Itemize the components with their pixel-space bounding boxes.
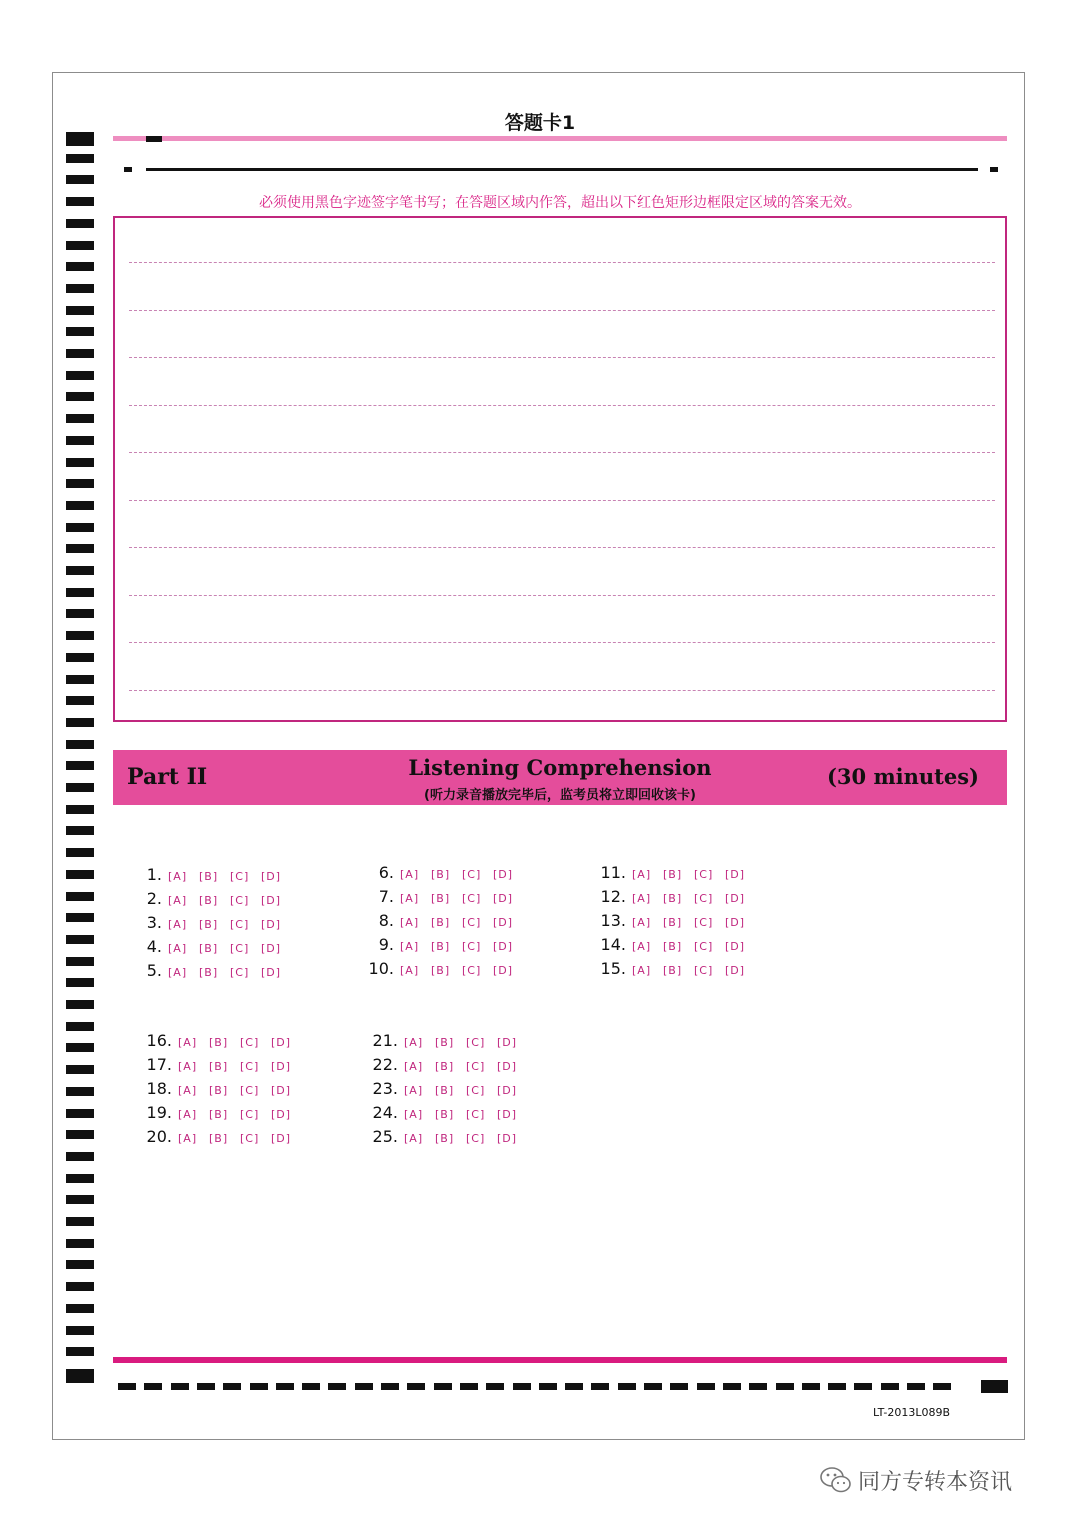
answer-bubble[interactable]: [B] bbox=[199, 942, 219, 955]
answer-options bbox=[404, 1127, 528, 1146]
answer-bubble[interactable]: [D] bbox=[261, 918, 282, 931]
question-number: 5. bbox=[146, 961, 162, 980]
answer-bubble[interactable]: [C] bbox=[466, 1036, 486, 1049]
answer-bubble[interactable]: [A] bbox=[178, 1084, 198, 1097]
answer-bubble[interactable]: [B] bbox=[663, 916, 683, 929]
answer-bubble[interactable]: [B] bbox=[431, 892, 451, 905]
answer-bubble[interactable]: [D] bbox=[261, 942, 282, 955]
timing-mark bbox=[66, 1217, 94, 1226]
answer-bubble[interactable]: [C] bbox=[694, 940, 714, 953]
timing-mark bbox=[66, 414, 94, 423]
footer-timing-dashes bbox=[118, 1383, 954, 1391]
question-row bbox=[136, 1030, 302, 1052]
answer-bubble[interactable]: [A] bbox=[168, 966, 188, 979]
timing-mark bbox=[66, 1065, 94, 1074]
timing-mark bbox=[66, 761, 94, 770]
timing-marks bbox=[66, 132, 96, 1397]
writing-line bbox=[129, 262, 995, 263]
footer-dash bbox=[250, 1383, 268, 1390]
answer-bubble[interactable]: [A] bbox=[632, 916, 652, 929]
answer-options bbox=[632, 935, 756, 954]
answer-bubble[interactable]: [A] bbox=[404, 1132, 424, 1145]
answer-bubble[interactable]: [B] bbox=[431, 916, 451, 929]
footer-dash bbox=[118, 1383, 136, 1390]
timing-mark bbox=[66, 1043, 94, 1052]
answer-options bbox=[400, 911, 524, 930]
answer-bubble[interactable]: [D] bbox=[271, 1060, 292, 1073]
answer-bubble[interactable]: [A] bbox=[404, 1108, 424, 1121]
answer-bubble[interactable]: [B] bbox=[663, 964, 683, 977]
footer-dash bbox=[381, 1383, 399, 1390]
footer-dash bbox=[486, 1383, 504, 1390]
footer-dash bbox=[302, 1383, 320, 1390]
answer-bubble[interactable]: [A] bbox=[404, 1084, 424, 1097]
answer-bubble[interactable]: [B] bbox=[435, 1132, 455, 1145]
answer-options bbox=[404, 1079, 528, 1098]
timing-mark bbox=[66, 1152, 94, 1161]
answer-bubble[interactable]: [C] bbox=[694, 916, 714, 929]
question-number: 10. bbox=[368, 959, 394, 978]
footer-dash bbox=[197, 1383, 215, 1390]
timing-mark bbox=[66, 740, 94, 749]
answer-bubble[interactable]: [A] bbox=[168, 894, 188, 907]
writing-line bbox=[129, 310, 995, 311]
answer-bubble[interactable]: [D] bbox=[497, 1036, 518, 1049]
footer-dash bbox=[144, 1383, 162, 1390]
timing-mark bbox=[66, 935, 94, 944]
writing-line bbox=[129, 405, 995, 406]
answer-bubble[interactable]: [D] bbox=[725, 940, 746, 953]
timing-mark bbox=[66, 783, 94, 792]
timing-mark bbox=[66, 1174, 94, 1183]
answer-bubble[interactable]: [D] bbox=[271, 1036, 292, 1049]
answer-bubble[interactable]: [A] bbox=[400, 892, 420, 905]
writing-line bbox=[129, 357, 995, 358]
writing-answer-area[interactable] bbox=[113, 216, 1007, 722]
timing-mark bbox=[66, 306, 94, 315]
timing-mark bbox=[66, 1109, 94, 1118]
footer-dash bbox=[749, 1383, 767, 1390]
answer-bubble[interactable]: [C] bbox=[240, 1108, 260, 1121]
footer-dash bbox=[591, 1383, 609, 1390]
writing-line bbox=[129, 500, 995, 501]
timing-mark bbox=[66, 631, 94, 640]
question-number: 25. bbox=[372, 1127, 398, 1146]
question-number: 14. bbox=[600, 935, 626, 954]
answer-bubble[interactable]: [A] bbox=[168, 942, 188, 955]
question-row bbox=[362, 958, 524, 980]
answer-bubble[interactable]: [C] bbox=[462, 940, 482, 953]
timing-mark bbox=[66, 870, 94, 879]
timing-mark bbox=[66, 1022, 94, 1031]
answer-bubble[interactable]: [B] bbox=[663, 892, 683, 905]
footer-dash bbox=[881, 1383, 899, 1390]
timing-mark bbox=[66, 1347, 94, 1356]
question-number: 16. bbox=[146, 1031, 172, 1050]
part-time-limit: (30 minutes) bbox=[826, 764, 979, 789]
answer-bubble[interactable]: [A] bbox=[400, 964, 420, 977]
watermark-text: 同方专转本资讯 bbox=[858, 1470, 1013, 1495]
answer-bubble[interactable]: [A] bbox=[178, 1036, 198, 1049]
timing-mark bbox=[66, 1130, 94, 1139]
answer-bubble[interactable]: [C] bbox=[466, 1060, 486, 1073]
question-number: 22. bbox=[372, 1055, 398, 1074]
question-number: 3. bbox=[146, 913, 162, 932]
timing-mark bbox=[66, 1239, 94, 1248]
footer-dash bbox=[618, 1383, 636, 1390]
timing-mark bbox=[66, 696, 94, 705]
timing-mark bbox=[66, 1304, 94, 1313]
answer-options bbox=[178, 1031, 302, 1050]
answer-bubble[interactable]: [A] bbox=[632, 892, 652, 905]
answer-bubble[interactable]: [A] bbox=[632, 940, 652, 953]
footer-registration-block bbox=[981, 1380, 1008, 1393]
timing-mark bbox=[66, 175, 94, 184]
answer-bubble[interactable]: [D] bbox=[725, 916, 746, 929]
question-number: 15. bbox=[600, 959, 626, 978]
answer-bubble[interactable]: [D] bbox=[497, 1060, 518, 1073]
answer-bubble[interactable]: [C] bbox=[462, 868, 482, 881]
timing-mark bbox=[66, 848, 94, 857]
answer-bubble[interactable]: [A] bbox=[404, 1060, 424, 1073]
answer-bubble[interactable]: [A] bbox=[168, 870, 188, 883]
header-black-rule bbox=[146, 168, 978, 171]
timing-mark bbox=[66, 1369, 94, 1383]
answer-options bbox=[404, 1055, 528, 1074]
answer-bubble[interactable]: [B] bbox=[199, 966, 219, 979]
question-row bbox=[362, 1030, 528, 1052]
part-title: Listening Comprehension bbox=[408, 755, 712, 780]
footer-dash bbox=[697, 1383, 715, 1390]
writing-line bbox=[129, 547, 995, 548]
timing-mark bbox=[66, 458, 94, 467]
answer-bubble[interactable]: [B] bbox=[431, 940, 451, 953]
timing-mark bbox=[66, 892, 94, 901]
answer-bubble[interactable]: [D] bbox=[497, 1084, 518, 1097]
answer-bubble[interactable]: [C] bbox=[240, 1084, 260, 1097]
answer-bubble[interactable]: [C] bbox=[240, 1036, 260, 1049]
question-number: 4. bbox=[146, 937, 162, 956]
wechat-icon bbox=[820, 1465, 852, 1495]
question-row bbox=[362, 862, 524, 884]
answer-options bbox=[400, 863, 524, 882]
footer-dash bbox=[539, 1383, 557, 1390]
answer-bubble[interactable]: [B] bbox=[435, 1084, 455, 1097]
footer-dash bbox=[407, 1383, 425, 1390]
timing-mark bbox=[66, 523, 94, 532]
answer-bubble[interactable]: [C] bbox=[694, 868, 714, 881]
question-row bbox=[136, 936, 292, 958]
footer-dash bbox=[276, 1383, 294, 1390]
question-row bbox=[594, 862, 756, 884]
answer-options bbox=[404, 1031, 528, 1050]
footer-dash bbox=[907, 1383, 925, 1390]
timing-mark bbox=[66, 805, 94, 814]
answer-bubble[interactable]: [A] bbox=[178, 1108, 198, 1121]
answer-bubble[interactable]: [D] bbox=[725, 868, 746, 881]
question-row bbox=[594, 910, 756, 932]
card-title: 答题卡1 bbox=[504, 112, 576, 134]
part-label: Part II bbox=[127, 764, 208, 790]
timing-mark bbox=[66, 957, 94, 966]
answer-options bbox=[168, 937, 292, 956]
answer-options bbox=[632, 887, 756, 906]
question-number: 12. bbox=[600, 887, 626, 906]
timing-mark bbox=[66, 501, 94, 510]
footer-dash bbox=[223, 1383, 241, 1390]
footer-dash bbox=[828, 1383, 846, 1390]
question-row bbox=[362, 1102, 528, 1124]
answer-bubble[interactable]: [D] bbox=[493, 916, 514, 929]
answer-options bbox=[178, 1079, 302, 1098]
answer-options bbox=[178, 1127, 302, 1146]
timing-mark bbox=[66, 1000, 94, 1009]
answer-options bbox=[168, 913, 292, 932]
answer-bubble[interactable]: [D] bbox=[261, 894, 282, 907]
question-row bbox=[136, 888, 292, 910]
timing-mark bbox=[66, 132, 94, 146]
answer-bubble[interactable]: [B] bbox=[199, 894, 219, 907]
footer-dash bbox=[171, 1383, 189, 1390]
answer-bubble[interactable]: [B] bbox=[209, 1060, 229, 1073]
answer-bubble[interactable]: [B] bbox=[435, 1060, 455, 1073]
timing-mark bbox=[66, 675, 94, 684]
timing-mark bbox=[66, 327, 94, 336]
answer-options bbox=[632, 863, 756, 882]
question-row bbox=[362, 1078, 528, 1100]
answer-bubble[interactable]: [A] bbox=[632, 868, 652, 881]
answer-bubble[interactable]: [B] bbox=[199, 870, 219, 883]
answer-bubble[interactable]: [B] bbox=[209, 1108, 229, 1121]
footer-dash bbox=[723, 1383, 741, 1390]
timing-mark bbox=[66, 1195, 94, 1204]
answer-bubble[interactable]: [C] bbox=[230, 918, 250, 931]
footer-dash bbox=[802, 1383, 820, 1390]
answer-bubble[interactable]: [A] bbox=[178, 1132, 198, 1145]
timing-mark bbox=[66, 479, 94, 488]
answer-bubble[interactable]: [D] bbox=[493, 940, 514, 953]
timing-mark bbox=[66, 718, 94, 727]
answer-bubble[interactable]: [B] bbox=[209, 1084, 229, 1097]
footer-dash bbox=[644, 1383, 662, 1390]
question-number: 20. bbox=[146, 1127, 172, 1146]
answer-bubble[interactable]: [C] bbox=[462, 892, 482, 905]
timing-mark bbox=[66, 566, 94, 575]
answer-bubble[interactable]: [D] bbox=[725, 892, 746, 905]
part-subtitle: (听力录音播放完毕后，监考员将立即回收该卡) bbox=[424, 788, 696, 803]
answer-bubble[interactable]: [D] bbox=[271, 1132, 292, 1145]
answer-bubble[interactable]: [C] bbox=[230, 966, 250, 979]
answer-bubble[interactable]: [B] bbox=[663, 940, 683, 953]
answer-bubble[interactable]: [C] bbox=[466, 1108, 486, 1121]
timing-mark bbox=[66, 544, 94, 553]
question-number: 23. bbox=[372, 1079, 398, 1098]
answer-bubble[interactable]: [A] bbox=[400, 868, 420, 881]
writing-line bbox=[129, 452, 995, 453]
question-row bbox=[594, 886, 756, 908]
timing-mark bbox=[66, 1087, 94, 1096]
timing-mark bbox=[66, 609, 94, 618]
footer-dash bbox=[513, 1383, 531, 1390]
question-number: 9. bbox=[378, 935, 394, 954]
answer-bubble[interactable]: [C] bbox=[230, 942, 250, 955]
answer-options bbox=[400, 959, 524, 978]
question-number: 18. bbox=[146, 1079, 172, 1098]
timing-mark bbox=[66, 262, 94, 271]
timing-mark bbox=[66, 154, 94, 163]
answer-options bbox=[168, 865, 292, 884]
footer-dash bbox=[328, 1383, 346, 1390]
answer-bubble[interactable]: [B] bbox=[435, 1108, 455, 1121]
question-number: 1. bbox=[146, 865, 162, 884]
question-number: 19. bbox=[146, 1103, 172, 1122]
timing-mark bbox=[66, 826, 94, 835]
footer-dash bbox=[776, 1383, 794, 1390]
question-row bbox=[136, 864, 292, 886]
question-row bbox=[594, 958, 756, 980]
registration-mark-right bbox=[990, 167, 998, 172]
answer-options bbox=[632, 959, 756, 978]
answer-options bbox=[178, 1103, 302, 1122]
question-number: 6. bbox=[378, 863, 394, 882]
answer-options bbox=[400, 887, 524, 906]
answer-bubble[interactable]: [D] bbox=[497, 1108, 518, 1121]
question-number: 11. bbox=[600, 863, 626, 882]
question-row bbox=[136, 1102, 302, 1124]
answer-bubble[interactable]: [A] bbox=[400, 940, 420, 953]
timing-mark bbox=[66, 219, 94, 228]
question-number: 21. bbox=[372, 1031, 398, 1050]
timing-mark bbox=[66, 653, 94, 662]
answer-bubble[interactable]: [D] bbox=[493, 964, 514, 977]
answer-options bbox=[404, 1103, 528, 1122]
question-number: 2. bbox=[146, 889, 162, 908]
timing-mark bbox=[66, 978, 94, 987]
answer-bubble[interactable]: [C] bbox=[462, 916, 482, 929]
answer-bubble[interactable]: [C] bbox=[694, 892, 714, 905]
timing-mark bbox=[66, 349, 94, 358]
timing-mark bbox=[66, 1282, 94, 1291]
footer-dash bbox=[460, 1383, 478, 1390]
question-number: 24. bbox=[372, 1103, 398, 1122]
footer-dash bbox=[434, 1383, 452, 1390]
question-number: 17. bbox=[146, 1055, 172, 1074]
footer-dash bbox=[670, 1383, 688, 1390]
footer-dash bbox=[565, 1383, 583, 1390]
answer-bubble[interactable]: [D] bbox=[725, 964, 746, 977]
answer-bubble[interactable]: [C] bbox=[466, 1132, 486, 1145]
header-rule-mark bbox=[146, 136, 162, 142]
answer-bubble[interactable]: [C] bbox=[240, 1132, 260, 1145]
answer-bubble[interactable]: [D] bbox=[493, 868, 514, 881]
timing-mark bbox=[66, 1326, 94, 1335]
question-row bbox=[362, 934, 524, 956]
answer-bubble[interactable]: [C] bbox=[240, 1060, 260, 1073]
question-number: 13. bbox=[600, 911, 626, 930]
answer-bubble[interactable]: [B] bbox=[209, 1132, 229, 1145]
answer-bubble[interactable]: [B] bbox=[431, 964, 451, 977]
timing-mark bbox=[66, 392, 94, 401]
answer-bubble[interactable]: [A] bbox=[632, 964, 652, 977]
answer-bubble[interactable]: [B] bbox=[199, 918, 219, 931]
answer-options bbox=[400, 935, 524, 954]
footer-dash bbox=[854, 1383, 872, 1390]
answer-bubble[interactable]: [C] bbox=[694, 964, 714, 977]
form-code: LT-2013L089B bbox=[873, 1406, 950, 1419]
header-pink-rule bbox=[113, 136, 1007, 141]
answer-bubble[interactable]: [B] bbox=[435, 1036, 455, 1049]
footer-dash bbox=[933, 1383, 951, 1390]
question-number: 8. bbox=[378, 911, 394, 930]
timing-mark bbox=[66, 436, 94, 445]
writing-line bbox=[129, 595, 995, 596]
answer-bubble[interactable]: [A] bbox=[404, 1036, 424, 1049]
answer-bubble[interactable]: [B] bbox=[431, 868, 451, 881]
footer-dash bbox=[355, 1383, 373, 1390]
writing-instruction: 必须使用黑色字迹签字笔书写；在答题区域内作答，超出以下红色矩形边框限定区域的答案无效。 bbox=[259, 195, 861, 211]
question-row bbox=[136, 1126, 302, 1148]
answer-bubble[interactable]: [D] bbox=[271, 1108, 292, 1121]
answer-bubble[interactable]: [B] bbox=[663, 868, 683, 881]
answer-options bbox=[632, 911, 756, 930]
answer-options bbox=[168, 889, 292, 908]
timing-mark bbox=[66, 284, 94, 293]
question-row bbox=[362, 1126, 528, 1148]
writing-line bbox=[129, 690, 995, 691]
timing-mark bbox=[66, 588, 94, 597]
answer-bubble[interactable]: [C] bbox=[462, 964, 482, 977]
timing-mark bbox=[66, 913, 94, 922]
answer-bubble[interactable]: [C] bbox=[230, 894, 250, 907]
answer-bubble[interactable]: [A] bbox=[178, 1060, 198, 1073]
timing-mark bbox=[66, 1260, 94, 1269]
answer-options bbox=[178, 1055, 302, 1074]
timing-mark bbox=[66, 197, 94, 206]
answer-bubble[interactable]: [D] bbox=[493, 892, 514, 905]
answer-bubble[interactable]: [A] bbox=[168, 918, 188, 931]
footer-pink-rule bbox=[113, 1357, 1007, 1363]
question-row bbox=[594, 934, 756, 956]
question-row bbox=[136, 1078, 302, 1100]
question-row bbox=[362, 1054, 528, 1076]
question-row bbox=[136, 1054, 302, 1076]
answer-bubble[interactable]: [A] bbox=[400, 916, 420, 929]
answer-bubble[interactable]: [D] bbox=[261, 966, 282, 979]
question-row bbox=[362, 886, 524, 908]
answer-bubble[interactable]: [B] bbox=[209, 1036, 229, 1049]
answer-bubble[interactable]: [C] bbox=[466, 1084, 486, 1097]
answer-bubble[interactable]: [D] bbox=[261, 870, 282, 883]
question-row bbox=[362, 910, 524, 932]
timing-mark bbox=[66, 371, 94, 380]
question-number: 7. bbox=[378, 887, 394, 906]
answer-bubble[interactable]: [D] bbox=[271, 1084, 292, 1097]
question-row bbox=[136, 912, 292, 934]
question-row bbox=[136, 960, 292, 982]
timing-mark bbox=[66, 241, 94, 250]
answer-options bbox=[168, 961, 292, 980]
part-header-banner bbox=[113, 750, 1007, 805]
answer-bubble[interactable]: [D] bbox=[497, 1132, 518, 1145]
registration-mark-left bbox=[124, 167, 132, 172]
writing-line bbox=[129, 642, 995, 643]
answer-bubble[interactable]: [C] bbox=[230, 870, 250, 883]
